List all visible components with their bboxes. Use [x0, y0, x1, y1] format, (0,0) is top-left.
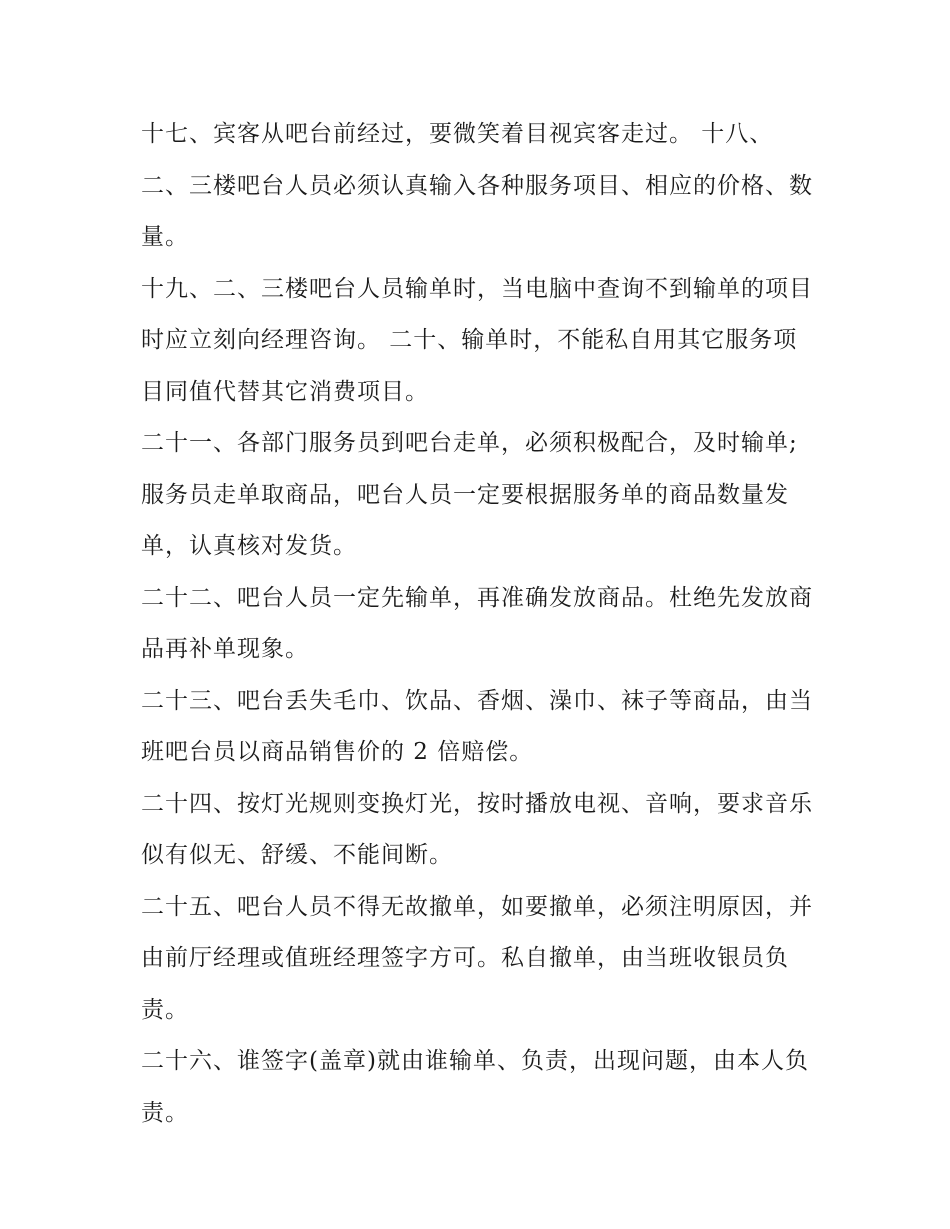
paragraph-24: 二十四、按灯光规则变换灯光，按时播放电视、音响，要求音乐似有似无、舒缓、不能间断。: [141, 790, 813, 868]
paragraph-26: 二十六、谁签字(盖章)就由谁输单、负责，出现问题，由本人负责。: [141, 1048, 809, 1126]
paragraph-22: 二十二、吧台人员一定先输单，再准确发放商品。杜绝先发放商品再补单现象。: [141, 584, 813, 662]
paragraph-23: 二十三、吧台丢失毛巾、饮品、香烟、澡巾、袜子等商品，由当班吧台员以商品销售价的 2 倍赔偿。: [141, 687, 813, 765]
paragraph-21: 二十一、各部门服务员到吧台走单，必须积极配合，及时输单;服务员走单取商品，吧台人员一定要根据服务单的商品数量发单，认真核对发货。: [141, 430, 798, 559]
paragraph-19-20: 十九、二、三楼吧台人员输单时，当电脑中查询不到输单的项目时应立刻向经理咨询。 二十、输单时，不能私自用其它服务项目同值代替其它消费项目。: [141, 275, 813, 405]
paragraph-17-18: 十七、宾客从吧台前经过，要微笑着目视宾客走过。 十八、二、三楼吧台人员必须认真输入各种服务项目、相应的价格、数量。: [141, 121, 813, 250]
document-body: [141, 109, 821, 1139]
paragraph-25: 二十五、吧台人员不得无故撤单，如要撤单，必须注明原因，并由前厅经理或值班经理签字方可。私自撤单，由当班收银员负责。: [141, 893, 813, 1023]
